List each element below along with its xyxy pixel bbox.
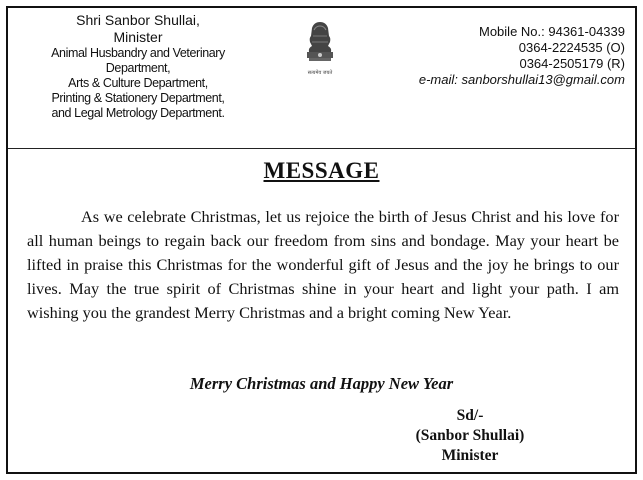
signature-block — [388, 406, 552, 466]
sender-department-line: Printing & Stationery Department, — [51, 91, 225, 105]
national-emblem-icon — [298, 18, 342, 82]
sender-department-line: and Legal Metrology Department. — [51, 106, 225, 120]
sender-name: Shri Sanbor Shullai, — [76, 12, 200, 28]
contact-block — [419, 24, 625, 88]
letter-frame — [6, 6, 637, 474]
sender-department-line: Department, — [105, 61, 171, 75]
signature-sd: Sd/- — [456, 407, 484, 424]
email-address: e-mail: sanborshullai13@gmail.com — [418, 72, 625, 87]
message-body: As we celebrate Christmas, let us rejoice the birth of Jesus Christ and his love for all human beings to regain back our freedom from sins and bondage. May your heart be lifted in praise this Christmas for the wonderful gift of Jesus and the joy he brings to our lives. May the true spirit of Christmas shine in your heart and light your path. I am wishing you the grandest Merry Christmas and a bright coming New Year. — [27, 207, 619, 322]
sender-department-line: Animal Husbandry and Veterinary — [51, 46, 225, 60]
sender-block — [18, 12, 258, 121]
sender-department-line: Arts & Culture Department, — [68, 76, 208, 90]
header-divider — [8, 148, 635, 149]
message-heading: MESSAGE — [263, 158, 380, 183]
mobile-number: Mobile No.: 94361-04339 — [479, 24, 625, 39]
signature-name: (Sanbor Shullai) — [415, 427, 525, 444]
office-phone: 0364-2224535 (O) — [518, 40, 625, 55]
residence-phone: 0364-2505179 (R) — [519, 56, 625, 71]
sender-title: Minister — [113, 29, 163, 45]
greeting-line: Merry Christmas and Happy New Year — [189, 374, 454, 393]
signature-title: Minister — [441, 447, 499, 464]
emblem-caption: सत्यमेव जयते — [307, 70, 333, 76]
